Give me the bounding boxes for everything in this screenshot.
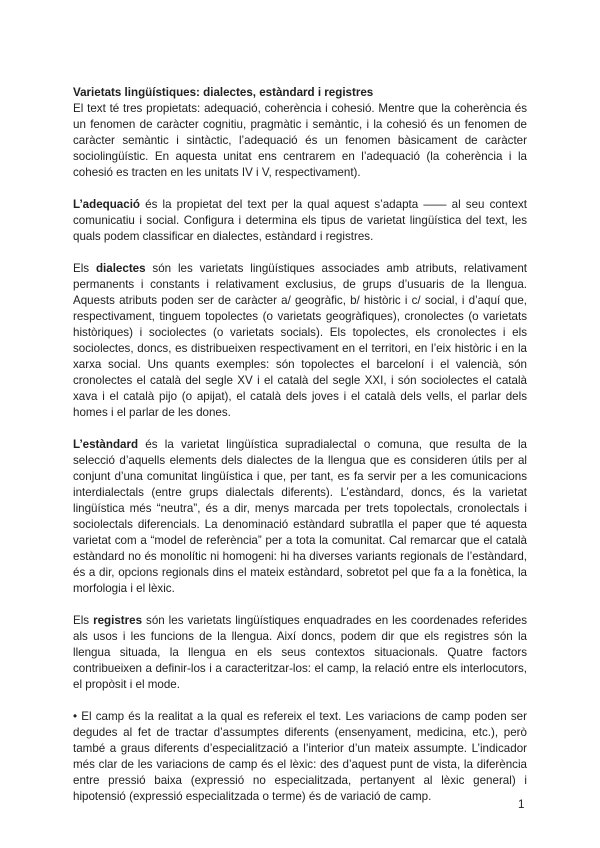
paragraph-gap	[73, 181, 527, 197]
estandard-paragraph	[73, 437, 527, 597]
estandard-term: L’estàndard	[73, 438, 139, 451]
camp-bullet-paragraph: • El camp és la realitat a la qual es refereix el text. Les variacions de camp poden ser degudes al fet de tractar d’assumptes diferents (ensenyament, medicina, etc.), però també a graus diferents d’especialització a l’interior d’un mateix assumpte. L’indicador més clar de les variacions de camp és el lèxic: des d’aquest punt de vista, la diferència entre pressió baixa (expressió no especialitzada, pertanyent al lèxic general) i hipotensió (expressió especialitzada o terme) és de variació de camp.	[73, 710, 527, 803]
estandard-text: és la varietat lingüística supradialectal o comuna, que resulta de la selecció d’aquells elements dels dialectes de la llengua que es consideren útils per al conjunt d’una comunitat lingüística i que, per tant, es fa servir per a les comunicacions interdialectals (entre grups dialectals diferents). L’estàndard, doncs, és la varietat lingüística més “neutra”, és a dir, menys marcada per trets topolectals, cronolectals i sociolectals diferencials. La denominació estàndard subratlla el paper que té aquesta varietat com a “model de referència” per a tota la comunitat. Cal remarcar que el català estàndard no és monolític ni homogeni: hi ha diverses variants regionals de l’estàndard, és a dir, opcions regionals dins el mateix estàndard, sobretot pel que fa a la fonètica, la morfologia i el lèxic.	[73, 438, 527, 595]
paragraph-gap	[73, 245, 527, 261]
adequacio-text: és la propietat del text per la qual aquest s’adapta —— al seu context comunicatiu i social. Configura i determina els tipus de varietat lingüística del text, les quals podem classificar en dialectes, estàndard i registres.	[73, 198, 527, 243]
page-number: 1	[518, 798, 525, 811]
dialectes-term: dialectes	[95, 262, 146, 275]
registres-term: registres	[93, 614, 143, 627]
adequacio-term: L’adequació	[73, 198, 141, 211]
paragraph-gap	[73, 421, 527, 437]
document-title: Varietats lingüístiques: dialectes, estàndard i registres	[73, 86, 374, 99]
paragraph-gap	[73, 693, 527, 709]
paragraph-gap	[73, 597, 527, 613]
registres-before: Els	[73, 614, 94, 627]
registres-text: són les varietats lingüístiques enquadrades en les coordenades referides als usos i les funcions de la llengua. Així doncs, podem dir que els registres són la llengua situada, la llengua en els seus contextos situacionals. Quatre factors contribueixen a definir-los i a caracteritzar-los: el camp, la relació entre els interlocutors, el propòsit i el mode.	[73, 614, 528, 691]
document-page	[73, 85, 527, 805]
dialectes-paragraph	[73, 261, 527, 421]
dialectes-text: són les varietats lingüístiques associades amb atributs, relativament permanents i constants i relativament exclusius, de grups d’usuaris de la llengua. Aquests atributs poden ser de caràcter a/ geogràfic, b/ històric i c/ social, i d’aquí que, respectivament, tinguem topolectes (o varietats geogràfiques), cronolectes (o varietats històriques) i sociolectes (o varietats socials). Els topolectes, els cronolectes i els sociolectes, doncs, es distribueixen respectivament en el territori, en l’eix històric i en la xarxa social. Uns quants exemples: són topolectes el barceloní i el valencià, són cronolectes el català del segle XV i el català del segle XXI, i són sociolectes el català xava i el català pijo (o apijat), el català dels joves i el català dels vells, el parlar dels homes i el parlar de les dones.	[73, 262, 528, 419]
intro-paragraph: El text té tres propietats: adequació, coherència i cohesió. Mentre que la coherència és un fenomen de caràcter cognitiu, pragmàtic i semàntic, i la cohesió és un fenomen de caràcter semàntic i sintàctic, l’adequació és un fenomen bàsicament de caràcter sociolingüístic. En aquesta unitat ens centrarem en l’adequació (la coherència i la cohesió es tracten en les unitats IV i V, respectivament).	[73, 102, 527, 179]
dialectes-before: Els	[73, 262, 96, 275]
registres-paragraph	[73, 613, 527, 693]
adequacio-paragraph	[73, 197, 527, 245]
